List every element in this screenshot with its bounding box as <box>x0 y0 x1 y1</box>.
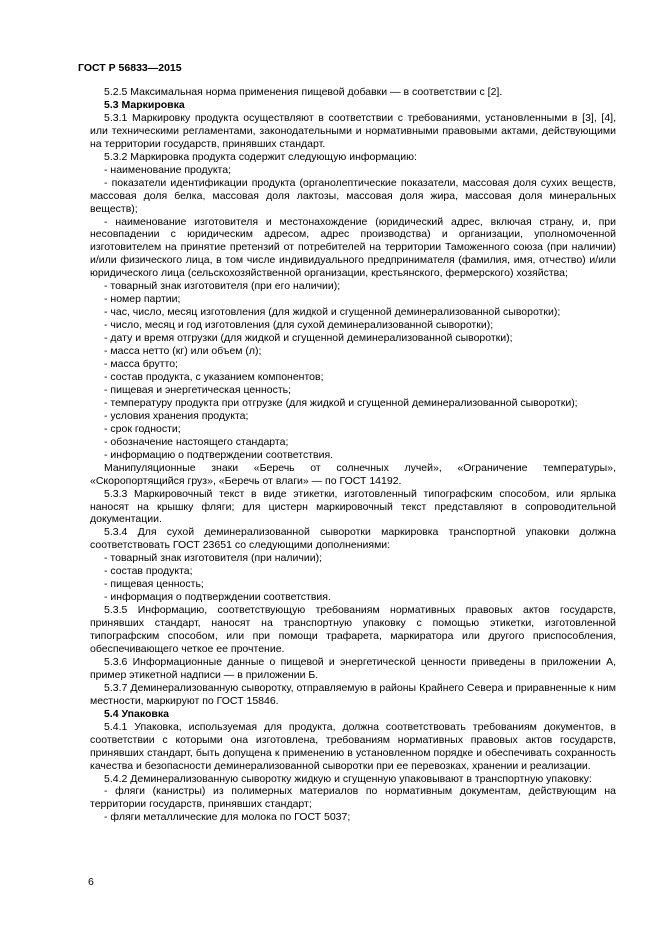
paragraph: 5.4.2 Деминерализованную сыворотку жидкую и сгущенную упаковывают в транспортную упаковку: <box>104 772 592 785</box>
paragraph: 5.3.5 Информацию, соответствующую требованиям нормативных правовых актов государств, принявших стандарт, наносят на транспортную упаковку с помощью этикетки, изготовленной типографским способом, или при помощи трафарета, маркиратора или другого приспособления, обеспечивающего четкое ее прочтение. <box>90 604 616 655</box>
paragraph: - номер партии; <box>104 293 181 306</box>
paragraph: - час, число, месяц изготовления (для жидкой и сгущенной деминерализованной сыворотки); <box>104 306 561 319</box>
paragraph: 5.3.6 Информационные данные о пищевой и энергетической ценности приведены в приложении А, пример этикетной надписи — в приложении Б. <box>90 655 616 681</box>
paragraph: - показатели идентификации продукта (органолептические показатели, массовая доля сухих веществ, массовая доля белка, массовая доля лактозы, массовая доля жира, массовая доля минеральных веществ); <box>90 176 616 215</box>
paragraph: - температуру продукта при отгрузке (для жидкой и сгущенной деминерализованной сыворотки); <box>104 396 578 409</box>
paragraph: - пищевая и энергетическая ценность; <box>104 383 292 396</box>
paragraph: - масса брутто; <box>104 358 178 371</box>
paragraph: - число, месяц и год изготовления (для сухой деминерализованной сыворотки); <box>104 319 494 332</box>
paragraph: - состав продукта, с указанием компонентов; <box>104 370 324 383</box>
paragraph: 5.3.2 Маркировка продукта содержит следующую информацию: <box>104 150 417 163</box>
paragraph: - обозначение настоящего стандарта; <box>104 435 289 448</box>
paragraph: - фляги металлические для молока по ГОСТ 5037; <box>104 811 351 824</box>
document-header: ГОСТ Р 56833—2015 <box>78 62 182 74</box>
paragraph: - состав продукта; <box>104 565 193 578</box>
paragraph: 5.3.4 Для сухой деминерализованной сыворотки маркировка транспортной упаковки должна соответствовать ГОСТ 23651 со следующими дополнениями: <box>90 526 616 552</box>
paragraph: - условия хранения продукта; <box>104 409 249 422</box>
paragraph: 5.4.1 Упаковка, используемая для продукта, должна соответствовать требованиям документов, в соответствии с которыми она изготовлена, требованиям нормативных правовых актов государств, принявших стандарт, быть допущена к применению в установленном порядке и обеспечивать сохранность качества и безопасности деминерализованной сыворотки при ее перевозках, хранении и реализации. <box>90 720 616 772</box>
paragraph: 5.3.1 Маркировку продукта осуществляют в соответствии с требованиями, установленными в [3], [4], или техническими регламентами, законодательными и нормативными правовыми актами, действующими на территории государств, принявших стандарт. <box>90 111 616 150</box>
paragraph: - срок годности; <box>104 422 181 435</box>
section-heading: 5.3 Маркировка <box>104 98 185 111</box>
section-heading: 5.4 Упаковка <box>104 707 169 720</box>
paragraph: - дату и время отгрузки (для жидкой и сгущенной деминерализованной сыворотки); <box>104 332 513 345</box>
paragraph: - масса нетто (кг) или объем (л); <box>104 345 262 358</box>
page-number: 6 <box>88 876 94 888</box>
paragraph: - информация о подтверждении соответствия. <box>104 591 331 604</box>
paragraph: - фляги (канистры) из полимерных материалов по нормативным документам, действующим на территории государств, принявших стандарт; <box>90 785 616 811</box>
paragraph: 5.2.5 Максимальная норма применения пищевой добавки — в соответствии с [2]. <box>104 86 503 98</box>
paragraph: 5.3.7 Деминерализованную сыворотку, отправляемую в районы Крайнего Севера и приравненные к ним местности, маркируют по ГОСТ 15846. <box>90 681 616 707</box>
paragraph: 5.3.3 Маркировочный текст в виде этикетки, изготовленный типографским способом, или ярлыка наносят на крышку фляги; для цистерн маркировочный текст представляют в сопроводительной документации. <box>90 487 616 526</box>
paragraph: - товарный знак изготовителя (при его наличии); <box>104 280 341 293</box>
document-body <box>90 86 616 824</box>
paragraph: - информацию о подтверждении соответствия. <box>104 448 334 461</box>
paragraph: - пищевая ценность; <box>104 578 204 591</box>
paragraph: - наименование продукта; <box>104 163 232 176</box>
paragraph: - товарный знак изготовителя (при наличии); <box>104 552 322 565</box>
paragraph: - наименование изготовителя и местонахождение (юридический адрес, включая страну, и, при несовпадении с юридическим адресом, адрес производства) и организации, уполномоченной изготовителем на принятие претензий от потребителей на территории Таможенного союза (при наличии) и/или физического лица, в том числе индивидуального предпринимателя (фамилия, имя, отчество) и/или юридического лица (сельскохозяйственной организации, крестьянского, фермерского) хозяйства; <box>90 215 616 280</box>
paragraph: Манипуляционные знаки «Беречь от солнечных лучей», «Ограничение температуры», «Скоропортящийся груз», «Беречь от влаги» — по ГОСТ 14192. <box>90 461 616 487</box>
